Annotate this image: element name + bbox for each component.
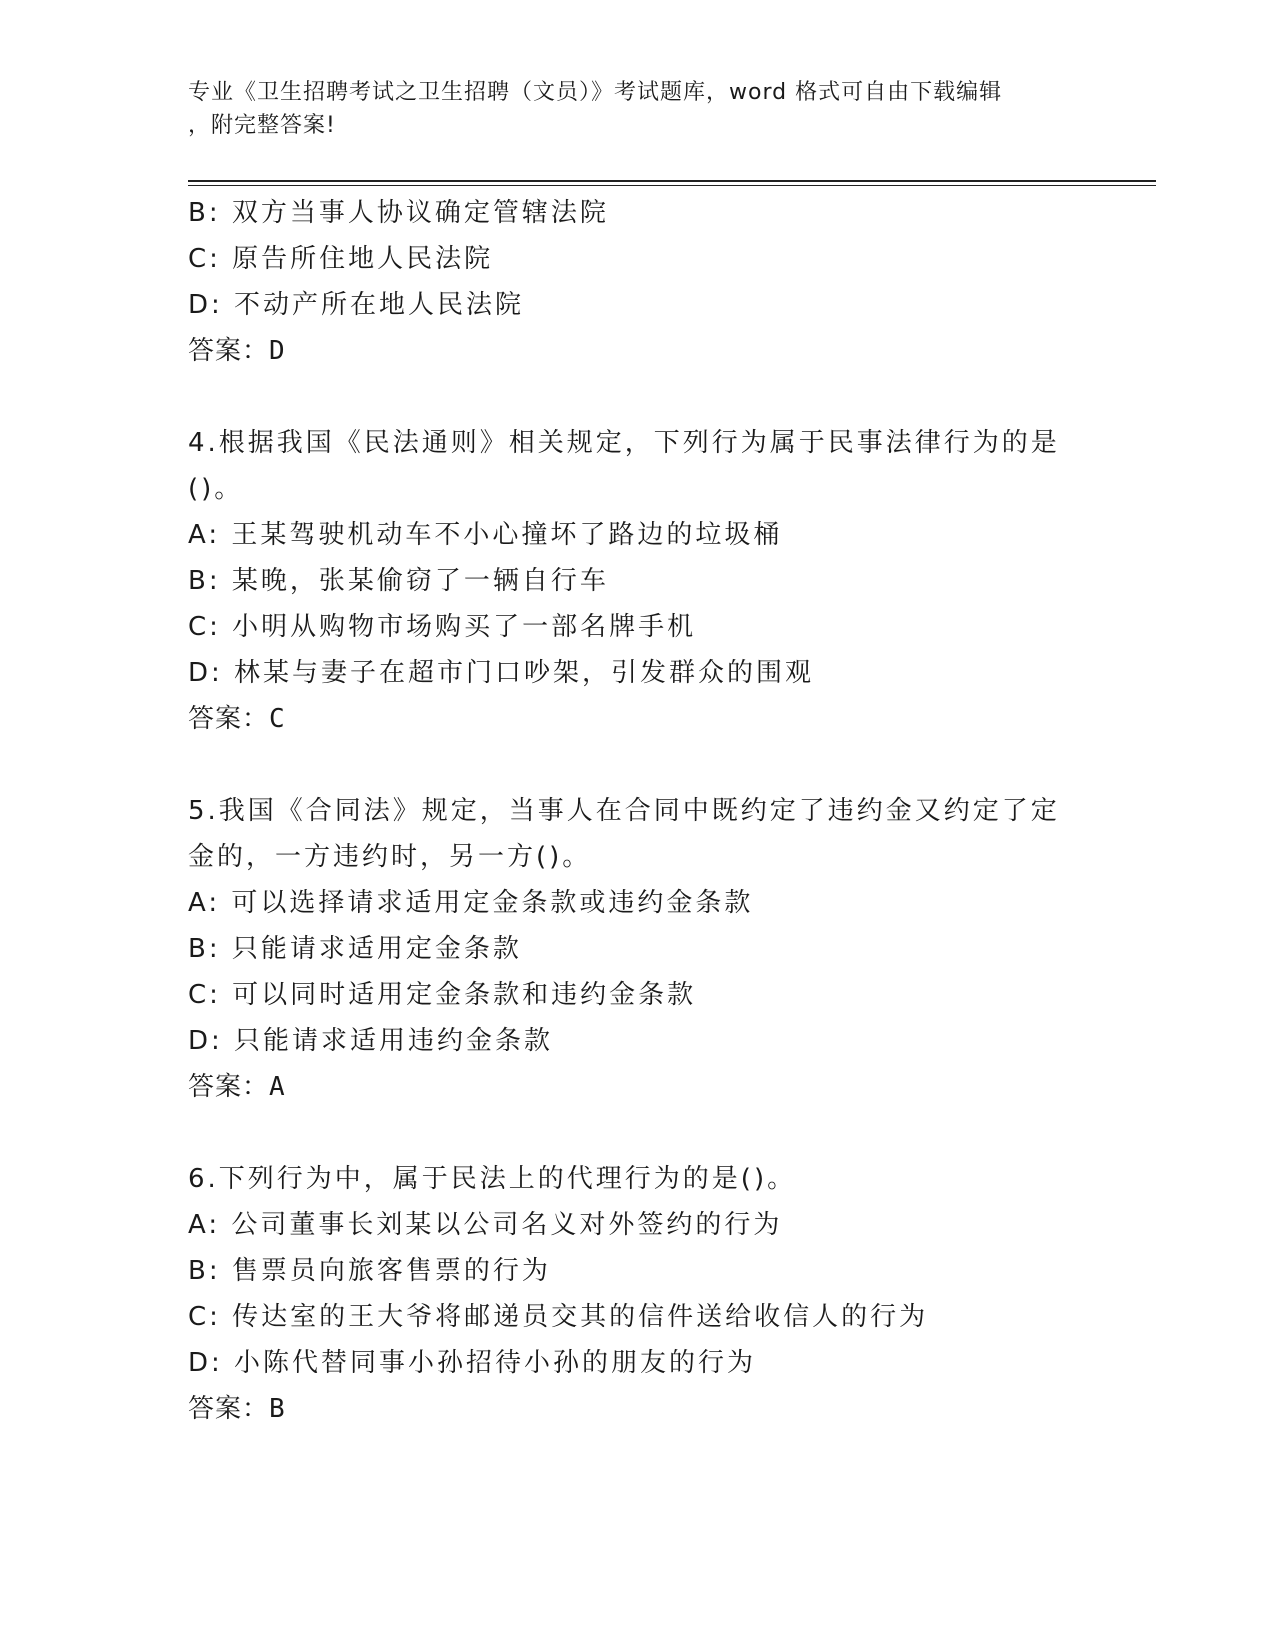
answer-option: A: 公司董事长刘某以公司名义对外签约的行为 xyxy=(188,1210,783,1240)
question-block xyxy=(188,190,1088,374)
answer-option: C: 小明从购物市场购买了一部名牌手机 xyxy=(188,612,697,642)
question-block xyxy=(188,420,1088,742)
answer-value: D xyxy=(269,336,286,366)
header-divider-thick xyxy=(188,180,1156,182)
question-stem-line: 4.根据我国《民法通则》相关规定，下列行为属于民事法律行为的是 xyxy=(188,428,1060,458)
header-line-1: 专业《卫生招聘考试之卫生招聘（文员）》考试题库，word 格式可自由下载编辑 xyxy=(188,80,1003,105)
answer-option: C: 原告所住地人民法院 xyxy=(188,244,494,274)
header-line-2: ，附完整答案! xyxy=(188,113,336,138)
answer-option: D: 林某与妻子在超市门口吵架，引发群众的围观 xyxy=(188,658,815,688)
question-stem-line: 金的，一方违约时，另一方()。 xyxy=(188,842,592,872)
answer-option: A: 可以选择请求适用定金条款或违约金条款 xyxy=(188,888,754,918)
question-stem-line: ()。 xyxy=(188,474,244,504)
answer-option: C: 传达室的王大爷将邮递员交其的信件送给收信人的行为 xyxy=(188,1302,929,1332)
question-block xyxy=(188,788,1088,1110)
header-divider-thin xyxy=(188,185,1156,186)
answer-label: 答案： xyxy=(188,1394,270,1424)
answer-label: 答案： xyxy=(188,1072,270,1102)
answer-option: D: 只能请求适用违约金条款 xyxy=(188,1026,554,1056)
answer-line xyxy=(188,1064,1088,1110)
answer-line xyxy=(188,1386,1088,1432)
question-list xyxy=(188,190,1088,1432)
answer-option: B: 售票员向旅客售票的行为 xyxy=(188,1256,551,1286)
answer-label: 答案： xyxy=(188,336,270,366)
answer-line xyxy=(188,696,1088,742)
answer-value: A xyxy=(269,1072,286,1102)
question-stem-line: 6.下列行为中，属于民法上的代理行为的是()。 xyxy=(188,1164,797,1194)
question-block xyxy=(188,1156,1088,1432)
answer-value: C xyxy=(269,704,286,734)
answer-option: B: 只能请求适用定金条款 xyxy=(188,934,522,964)
answer-option: B: 某晚，张某偷窃了一辆自行车 xyxy=(188,566,609,596)
question-stem-line: 5.我国《合同法》规定，当事人在合同中既约定了违约金又约定了定 xyxy=(188,796,1060,826)
document-header xyxy=(188,76,1068,142)
answer-option: C: 可以同时适用定金条款和违约金条款 xyxy=(188,980,697,1010)
answer-option: D: 不动产所在地人民法院 xyxy=(188,290,525,320)
answer-option: D: 小陈代替同事小孙招待小孙的朋友的行为 xyxy=(188,1348,757,1378)
answer-line xyxy=(188,328,1088,374)
answer-value: B xyxy=(269,1394,286,1424)
answer-label: 答案： xyxy=(188,704,270,734)
answer-option: B: 双方当事人协议确定管辖法院 xyxy=(188,198,609,228)
answer-option: A: 王某驾驶机动车不小心撞坏了路边的垃圾桶 xyxy=(188,520,783,550)
